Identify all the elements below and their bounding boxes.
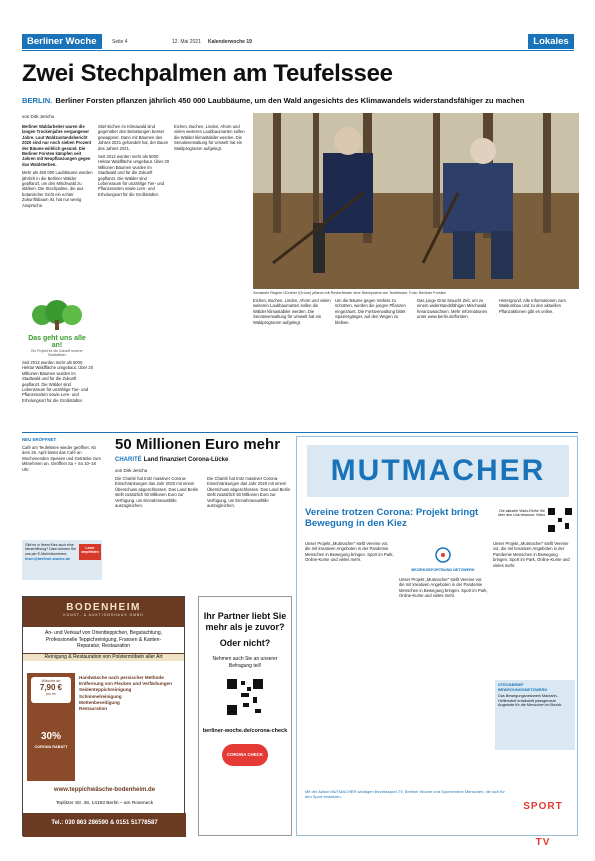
bodenheim-service-list xyxy=(79,675,183,712)
mutmacher-info-box xyxy=(495,680,575,750)
bodenheim-brand: BODENHEIM xyxy=(66,602,141,613)
service-item: Handwäsche nach persischer Methode xyxy=(79,675,164,680)
photo-caption: Senatorin Regine Günther (Grüne) pflanzt mit Revierförster eine Stechpalme am Teufelssee. Foto: Berliner Forsten xyxy=(253,291,447,295)
partner-text: Nehmen auch Sie an unserer Befragung teil! xyxy=(212,656,278,669)
second-column-1 xyxy=(115,476,203,586)
info-text: Das Bewegungsnetzwerk Marzahn-Hellersdorf entwickelt passgenaue Angebote für die Menschen im Bezirk. xyxy=(498,694,563,708)
article-body-7: Hintergrund: Alle Informationen zum Waldumbau und zu den aktuellen Pflanzaktionen gibt es online. xyxy=(499,298,566,314)
carpet-image xyxy=(27,673,75,781)
second-byline: von Dirk Jericho xyxy=(115,468,148,473)
forest-photo xyxy=(253,113,579,289)
mutmacher-headline: Vereine trotzen Corona: Projekt bringt Bewegung in den Kiez xyxy=(305,507,479,529)
campaign-slogan: Das geht uns alle an! xyxy=(28,335,86,349)
price-tag xyxy=(31,677,71,703)
section-label: Lokales xyxy=(528,34,574,49)
article-column-1b xyxy=(22,360,94,430)
bodenheim-ad xyxy=(22,596,185,836)
service-item: Seidenteppichreinigung xyxy=(79,687,132,693)
article-column-5 xyxy=(335,298,413,426)
mutmacher-title: MUTMACHER xyxy=(307,445,569,497)
partner-url[interactable]: berliner-woche.de/corona-check xyxy=(202,728,288,734)
bodenheim-line-2: Professionelle Teppichreinigung, Fransen & Kanten- xyxy=(45,636,162,643)
bodenheim-line-4: Reinigung & Restauration von Polstermöbeln aller Art xyxy=(23,654,184,661)
mutmacher-ad xyxy=(296,436,578,848)
price-value: 7,90 € xyxy=(39,683,63,692)
bodenheim-services-intro xyxy=(23,627,184,654)
masthead-rule xyxy=(22,34,574,51)
article-column-2 xyxy=(98,124,170,292)
main-subline-text: Berliner Forsten pflanzen jährlich 450 000 Laubbäume, um den Wald angesichts des Klimawandels widerstandsfähiger zu machen xyxy=(55,96,525,105)
mutmacher-body-3: Unser Projekt „Mutmacher“ stellt Vereine vor, die mit kreativen Angeboten in der Pandemie Menschen in Bewegung bringen. Sport im Park, Online-Kurse und vieles mehr. xyxy=(493,541,570,568)
article-body-2b: Seit 2012 wurden mehr als 5000 Hektar Waldfläche umgebaut. Über 20 Millionen Bäumen wurden im Stadtwald und für die Zukunft gepflanzt. Die Wälder sind Lebensraum für unzählige Tier- und Pflanzenarten sowie Lern- und Erholungsort für die Großstädter. xyxy=(98,154,170,197)
bezirkssport-text: BEZIRKSSPORTBUND NETZWERK xyxy=(411,568,475,572)
second-subline xyxy=(115,457,228,463)
second-column-2 xyxy=(207,476,292,586)
bodenheim-phone: Tel.: 030 863 286590 & 0151 51778587 xyxy=(23,813,186,837)
article-lead: Berliner Waldarbeiter waren die langen Trockenjahre vergangener Jahre. Laut Waldzustandsbericht 2020 sind nur noch sieben Prozent der Bäume wirklich gesund. Die Berliner Forsten kämpfen seit Jahren mit Neupflanzungen gegen das Waldsterben. xyxy=(22,124,92,167)
reader-promo xyxy=(22,540,102,580)
service-item: Entfernung von Flecken und Verfärbungen xyxy=(79,681,172,687)
second-kicker: CHARITÉ xyxy=(115,457,142,463)
article-column-7 xyxy=(499,298,578,426)
second-headline: 50 Millionen Euro mehr xyxy=(115,436,281,453)
service-item: Restauration xyxy=(79,706,108,712)
article-column-1 xyxy=(22,124,94,292)
main-headline: Zwei Stechpalmen am Teufelssee xyxy=(22,60,393,87)
qr-code-icon[interactable] xyxy=(225,677,265,717)
bodenheim-web[interactable]: www.teppichwäsche-bodenheim.de xyxy=(53,787,156,793)
campaign-logo xyxy=(22,300,92,357)
network-icon xyxy=(435,547,451,563)
article-column-6 xyxy=(417,298,495,426)
service-item: Mottenbeseitigung xyxy=(79,699,120,705)
bodenheim-address: Teplitzer Str. 38, 14193 Berlin – am Roseneck xyxy=(55,801,154,806)
second-body-1: Die Charité hat trotz massiver Corona-Einschränkungen das Jahr 2020 mit einem Überschuss abgeschlossen. Das Land Berlin stellt zusätzlich 50 Millionen Euro zur Verfügung, um Einnahmeausfälle auszugleichen. xyxy=(115,476,199,509)
sport-tv-logo: SPORT TV xyxy=(523,801,563,848)
issue-date: 12. Mai 2021 xyxy=(172,39,201,45)
forest-photo-image xyxy=(253,113,579,289)
article-body-2: Stiel-Eichen im Klimawald sind gegenüber den Belastungen besser gewappnet. Dann mit Bäumen des Jahres 2021 gehandelt hat, der Baum des Jahres 2021. xyxy=(98,124,169,151)
promo-email[interactable]: leser@berliner-woche.de xyxy=(25,557,71,562)
article-body-1: Mehr als 450 000 Laubbäume werden jährlich in die Berliner Wälder gepflanzt, um den Mischwald zu stärken. Die Stechpalme, die aus botanischer Sicht ein echter Zukunftsbaum ist, hat nur wenig Ansprüche. xyxy=(22,170,93,208)
bodenheim-line-1: An- und Verkauf von Orientteppichen, Begutachtung, xyxy=(44,630,163,636)
partner-headline: Ihr Partner liebt Sie mehr als je zuvor? xyxy=(203,611,287,632)
corona-check-logo: CORONA CHECK xyxy=(222,744,268,766)
second-subline-text: Land finanziert Corona-Lücke xyxy=(143,457,229,463)
second-body-2: Die Charité hat trotz massiver Corona-Einschränkungen das Jahr 2020 mit einem Überschuss abgeschlossen. Das Land Berlin stellt zusätzlich 50 Millionen Euro zur Verfügung, um Einnahmeausfälle auszugleichen. xyxy=(207,476,291,509)
mutmacher-body-2: Unser Projekt „Mutmacher“ stellt Vereine vor, die mit kreativen Angeboten in der Pandemie Menschen in Bewegung bringen. Sport im Park, Online-Kurse und vieles mehr. xyxy=(399,577,488,599)
news-kicker: NEU ERÖFFNET xyxy=(22,437,57,442)
service-item: Schimmelreinigung xyxy=(79,693,122,699)
main-byline: von Dirk Jericho xyxy=(22,114,55,119)
info-title: STECKBRIEF BEWEGUNGSNETZWERK xyxy=(498,682,548,692)
news-text: Café am Teufelssee wieder geöffnet. Ab dem 26. April bietet das Café an Wochenenden Speisen und Getränke zum Mitnehmen an. Geöffnet Sa + So 10–18 Uhr. xyxy=(22,445,101,472)
mutmacher-qr-icon[interactable] xyxy=(547,507,573,533)
promo-text: Gibt es in Ihrem Kiez auch eine Neueröffnung? Dann können Sie uns per E-Mail informieren: xyxy=(25,543,76,556)
article-body-4: Eichen, Buchen, Linden, Ahorn und vielen weiteren Laubbaumarten sollen die Wälder klimastabiler werden. Die Senatsverwaltung für Umwelt hat ein Waldprogramm aufgelegt. xyxy=(253,298,331,325)
main-kicker: BERLIN. xyxy=(22,96,53,105)
partner-question: Oder nicht? xyxy=(219,638,271,648)
mutmacher-qr-text: Die aktuelle Video-Reihe Sie über den Link bewusst: Video xyxy=(497,509,545,518)
newspaper-brand: Berliner Woche xyxy=(22,34,102,49)
main-subline xyxy=(22,96,524,105)
price-label: Wäsche ab xyxy=(41,679,61,683)
article-body-1b: Seit 2012 wurden mehr als 5000 Hektar Waldfläche umgebaut. Über 20 Millionen Bäumen wurden im Stadtwald und für die Zukunft gepflanzt. Die Wälder sind Lebensraum für unzählige Tier- und Pflanzenarten sowie Lern- und Erholungsort für die Großstädter. xyxy=(22,360,94,403)
promo-badge: Leser empfehlen xyxy=(79,544,101,560)
mutmacher-body-1: Unser Projekt „Mutmacher“ stellt Vereine vor, die mit kreativen Angeboten in der Pandemie Menschen in Bewegung bringen. Sport im Park, Online-Kurse und vieles mehr. xyxy=(305,541,394,563)
discount-value: 30% xyxy=(40,731,61,742)
bodenheim-line-3: Reparatur, Restauration xyxy=(76,643,131,649)
page-number: Seite 4 xyxy=(112,39,128,45)
bezirkssport-logo xyxy=(399,547,487,572)
article-body-6: Das junge Grün braucht Zeit, um zu einem widerstandsfähigen Mischwald heranzuwachsen. Mehr Informationen unter www.berlin.de/forsten. xyxy=(417,298,488,320)
article-column-4 xyxy=(253,298,331,426)
article-body-3: Eichen, Buchen, Linden, Ahorn und vielen weiteren Laubbaumarten sollen die Wälder klimastabiler werden. Die Senatsverwaltung für Umwelt hat ein Waldprogramm aufgelegt. xyxy=(174,124,245,151)
article-body-5: Um die Bäume gegen Verbiss zu schützen, werden die jungen Pflanzen eingezäunt. Die Forstverwaltung bittet Spaziergänger, auf den Wegen zu bleiben. xyxy=(335,298,406,325)
campaign-small: Ein Projekt für die Zukunft unserer Stadtwälder xyxy=(31,349,83,357)
price-unit: pro m² xyxy=(46,692,56,696)
bodenheim-header xyxy=(23,597,184,627)
discount-label: CORONA RABATT xyxy=(34,745,68,749)
article-column-3 xyxy=(174,124,248,424)
bodenheim-tagline: KUNST- & AUKTIONSHAUS GMBH xyxy=(63,613,144,617)
partner-survey-ad xyxy=(198,596,292,836)
tree-icon xyxy=(22,300,92,330)
calendar-week: Kalenderwoche 19 xyxy=(208,39,252,45)
section-divider xyxy=(22,432,578,433)
news-box xyxy=(22,437,102,527)
mutmacher-footer: Mit der Aktion MUTMACHER würdigen Bezirkssport.TV, Berliner Woche und Sportvereine Menschen, die sich für den Sport einsetzen. xyxy=(305,789,505,799)
